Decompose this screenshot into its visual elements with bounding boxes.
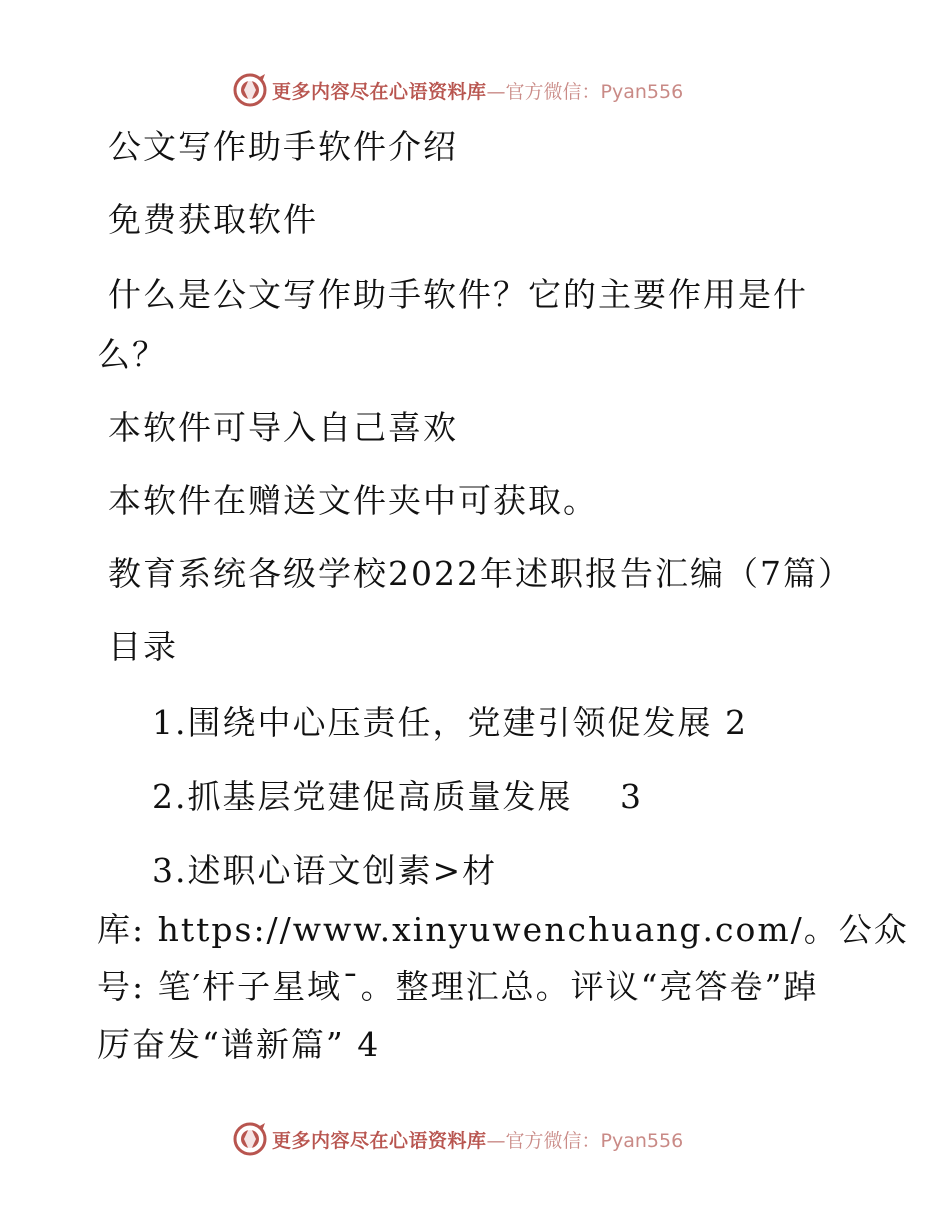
text-line: 本软件可导入自己喜欢 (108, 408, 458, 447)
header-banner (232, 70, 683, 110)
text-line: 本软件在赠送文件夹中可获取。 (108, 481, 598, 520)
pen-nib-logo-icon (232, 72, 268, 108)
toc-item-continued: 厉奋发“谱新篇” 4 (97, 1025, 381, 1064)
doc-title: 公文写作助手软件介绍 (108, 127, 458, 166)
collection-title: 教育系统各级学校2022年述职报告汇编（7篇） (108, 554, 853, 593)
toc-item-continued: 号: 笔′杆子星域¯。整理汇总。评议“亮答卷”踔 (97, 967, 819, 1006)
text-line: 免费获取软件 (108, 200, 318, 239)
text-line: 么？ (97, 335, 167, 374)
pen-nib-logo-icon (232, 1121, 268, 1157)
text-line: 什么是公文写作助手软件？它的主要作用是什 (108, 275, 808, 314)
banner-wechat-text: —官方微信：Pyan556 (486, 1129, 684, 1152)
banner-wechat-text: —官方微信：Pyan556 (486, 80, 684, 103)
banner-brand-text: 更多内容尽在心语资料库 (272, 80, 487, 103)
toc-heading: 目录 (108, 627, 178, 666)
footer-banner (232, 1119, 683, 1159)
toc-item: 3.述职心语文创素>材 (152, 851, 498, 890)
toc-item: 2.抓基层党建促高质量发展 3 (152, 777, 643, 816)
banner-brand-text: 更多内容尽在心语资料库 (272, 1129, 487, 1152)
toc-item-continued: 库: https://www.xinyuwenchuang.com/。公众 (97, 910, 909, 949)
toc-item: 1.围绕中心压责任，党建引领促发展 2 (152, 703, 748, 742)
